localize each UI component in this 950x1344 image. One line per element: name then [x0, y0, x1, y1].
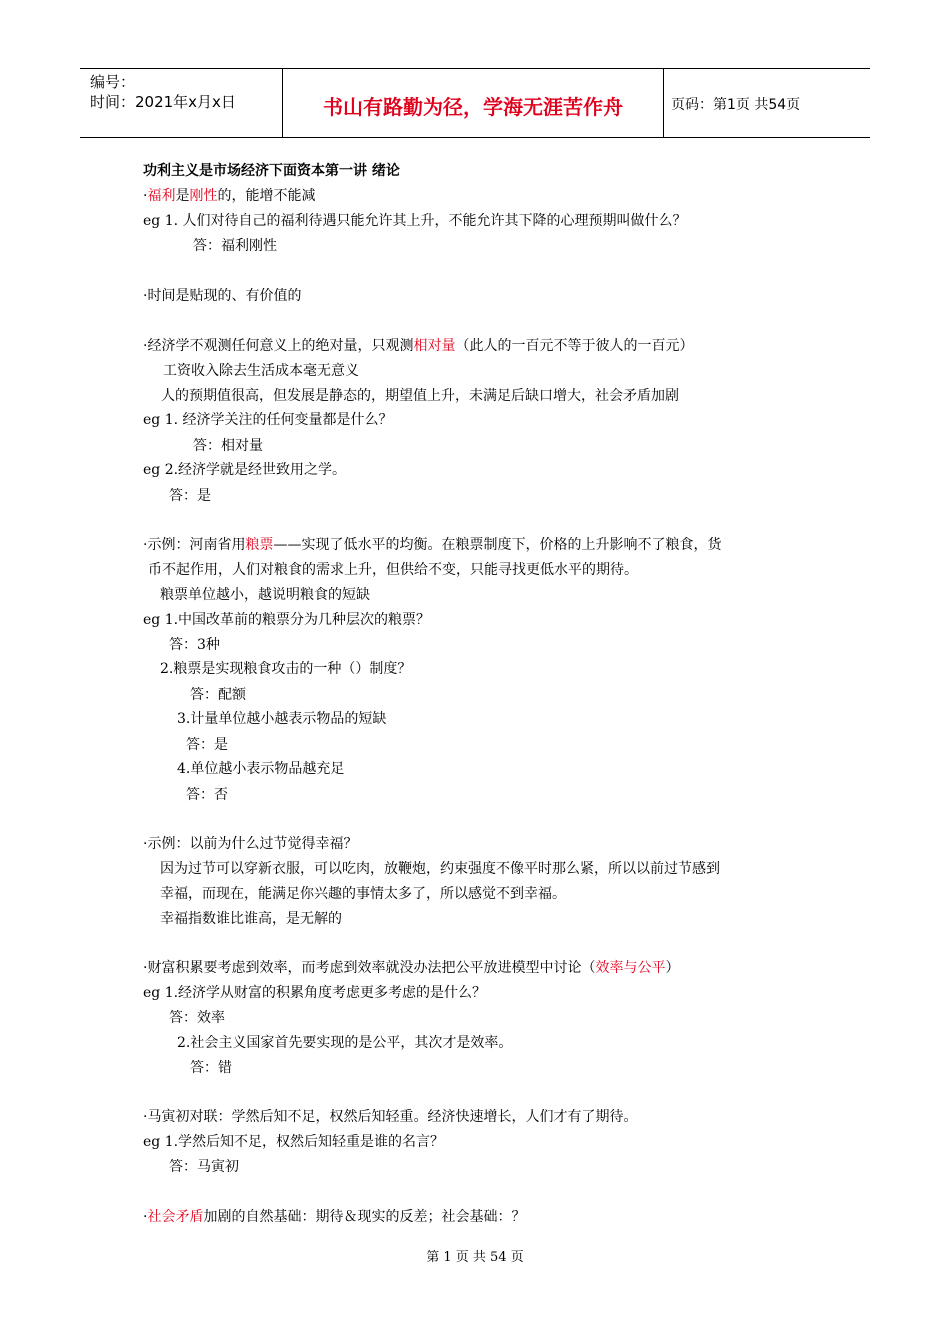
- text-line: 人的预期值很高，但发展是静态的，期望值上升，未满足后缺口增大，社会矛盾加剧: [161, 388, 679, 404]
- text: 是: [175, 188, 190, 204]
- page-label: 页码：第1页 共54页: [671, 97, 801, 113]
- document-header: [80, 68, 870, 138]
- question-line: 4.单位越小表示物品越充足: [177, 761, 345, 777]
- lecture-title: 功利主义是市场经济下面资本第一讲 绪论: [143, 163, 400, 179]
- question-line: 2.社会主义国家首先要实现的是公平，其次才是效率。: [177, 1035, 513, 1051]
- question-line: 2.粮票是实现粮食攻击的一种（）制度？: [160, 661, 412, 677]
- answer-line: 答：相对量: [193, 438, 263, 454]
- highlight-relative: 相对量: [413, 338, 456, 354]
- page-footer: 第 1 页 共 54 页: [426, 1250, 524, 1265]
- text-line: 工资收入除去生活成本毫无意义: [163, 363, 359, 379]
- answer-line: 答：马寅初: [169, 1159, 239, 1175]
- text-line: 因为过节可以穿新衣服，可以吃肉，放鞭炮，约束强度不像平时那么紧，所以以前过节感到: [160, 861, 720, 877]
- point-ration: [143, 536, 721, 554]
- answer-line: 答：是: [169, 488, 211, 504]
- highlight-welfare: 福利: [147, 188, 176, 204]
- text-line: 幸福，而现在，能满足你兴趣的事情太多了，所以感觉不到幸福。: [160, 886, 566, 902]
- text-line: 币不起作用，人们对粮食的需求上升，但供给不变，只能寻找更低水平的期待。: [148, 562, 638, 578]
- answer-line: 答：否: [186, 787, 228, 803]
- highlight-social-conflict: 社会矛盾: [147, 1209, 204, 1225]
- question-line: 3.计量单位越小越表示物品的短缺: [177, 711, 387, 727]
- text: ——实现了低水平的均衡。在粮票制度下，价格的上升影响不了粮食，货: [273, 537, 722, 553]
- question-line: eg 1.学然后知不足，权然后知轻重是谁的名言？: [143, 1134, 445, 1150]
- number-label: 编号：: [90, 73, 136, 91]
- answer-line: 答：错: [190, 1060, 232, 1076]
- header-info-cell: [80, 69, 282, 137]
- answer-line: 答：效率: [169, 1010, 225, 1026]
- bullet: ·: [143, 1209, 148, 1225]
- text: （此人的一百元不等于彼人的一百元）: [455, 338, 694, 354]
- answer-line: 答：3种: [169, 637, 220, 653]
- header-page-cell: [663, 69, 870, 137]
- question-line: eg 1. 人们对待自己的福利待遇只能允许其上升，不能允许其下降的心理预期叫做什么？: [143, 213, 687, 229]
- text: ·示例：河南省用: [143, 537, 246, 553]
- question-line: eg 1.经济学从财富的积累角度考虑更多考虑的是什么？: [143, 985, 487, 1001]
- time-label: 时间：2021年x月x日: [90, 93, 236, 111]
- bullet: ·: [143, 188, 148, 204]
- question-line: eg 2.经济学就是经世致用之学。: [143, 462, 347, 478]
- text-line: 幸福指数谁比谁高，是无解的: [160, 911, 342, 927]
- motto-text: 书山有路勤为径，学海无涯苦作舟: [323, 95, 623, 119]
- point-ma-yinchu: ·马寅初对联：学然后知不足，权然后知轻重。经济快速增长，人们才有了期待。: [143, 1109, 638, 1125]
- highlight-efficiency: 效率与公平: [595, 960, 666, 976]
- text-line: 粮票单位越小，越说明粮食的短缺: [160, 587, 370, 603]
- point-social-conflict: [143, 1208, 525, 1226]
- header-motto-cell: [282, 69, 664, 137]
- text: 加剧的自然基础：期待＆现实的反差；社会基础：？: [203, 1209, 526, 1225]
- point-festival: ·示例：以前为什么过节觉得幸福？: [143, 836, 358, 852]
- text: ·财富积累要考虑到效率，而考虑到效率就没办法把公平放进模型中讨论（: [143, 960, 596, 976]
- question-line: eg 1. 经济学关注的任何变量都是什么？: [143, 412, 393, 428]
- highlight-ration: 粮票: [245, 537, 274, 553]
- point-time: ·时间是贴现的、有价值的: [143, 288, 302, 304]
- text: 的，能增不能减: [217, 188, 316, 204]
- text: ·经济学不观测任何意义上的绝对量，只观测: [143, 338, 414, 354]
- answer-line: 答：是: [186, 737, 228, 753]
- answer-line: 答：福利刚性: [193, 238, 277, 254]
- point-welfare: [143, 187, 315, 205]
- text: ）: [665, 960, 680, 976]
- point-relative: [143, 337, 693, 355]
- highlight-rigidity: 刚性: [189, 188, 218, 204]
- point-efficiency: [143, 959, 679, 977]
- question-line: eg 1.中国改革前的粮票分为几种层次的粮票？: [143, 612, 431, 628]
- answer-line: 答：配额: [190, 687, 246, 703]
